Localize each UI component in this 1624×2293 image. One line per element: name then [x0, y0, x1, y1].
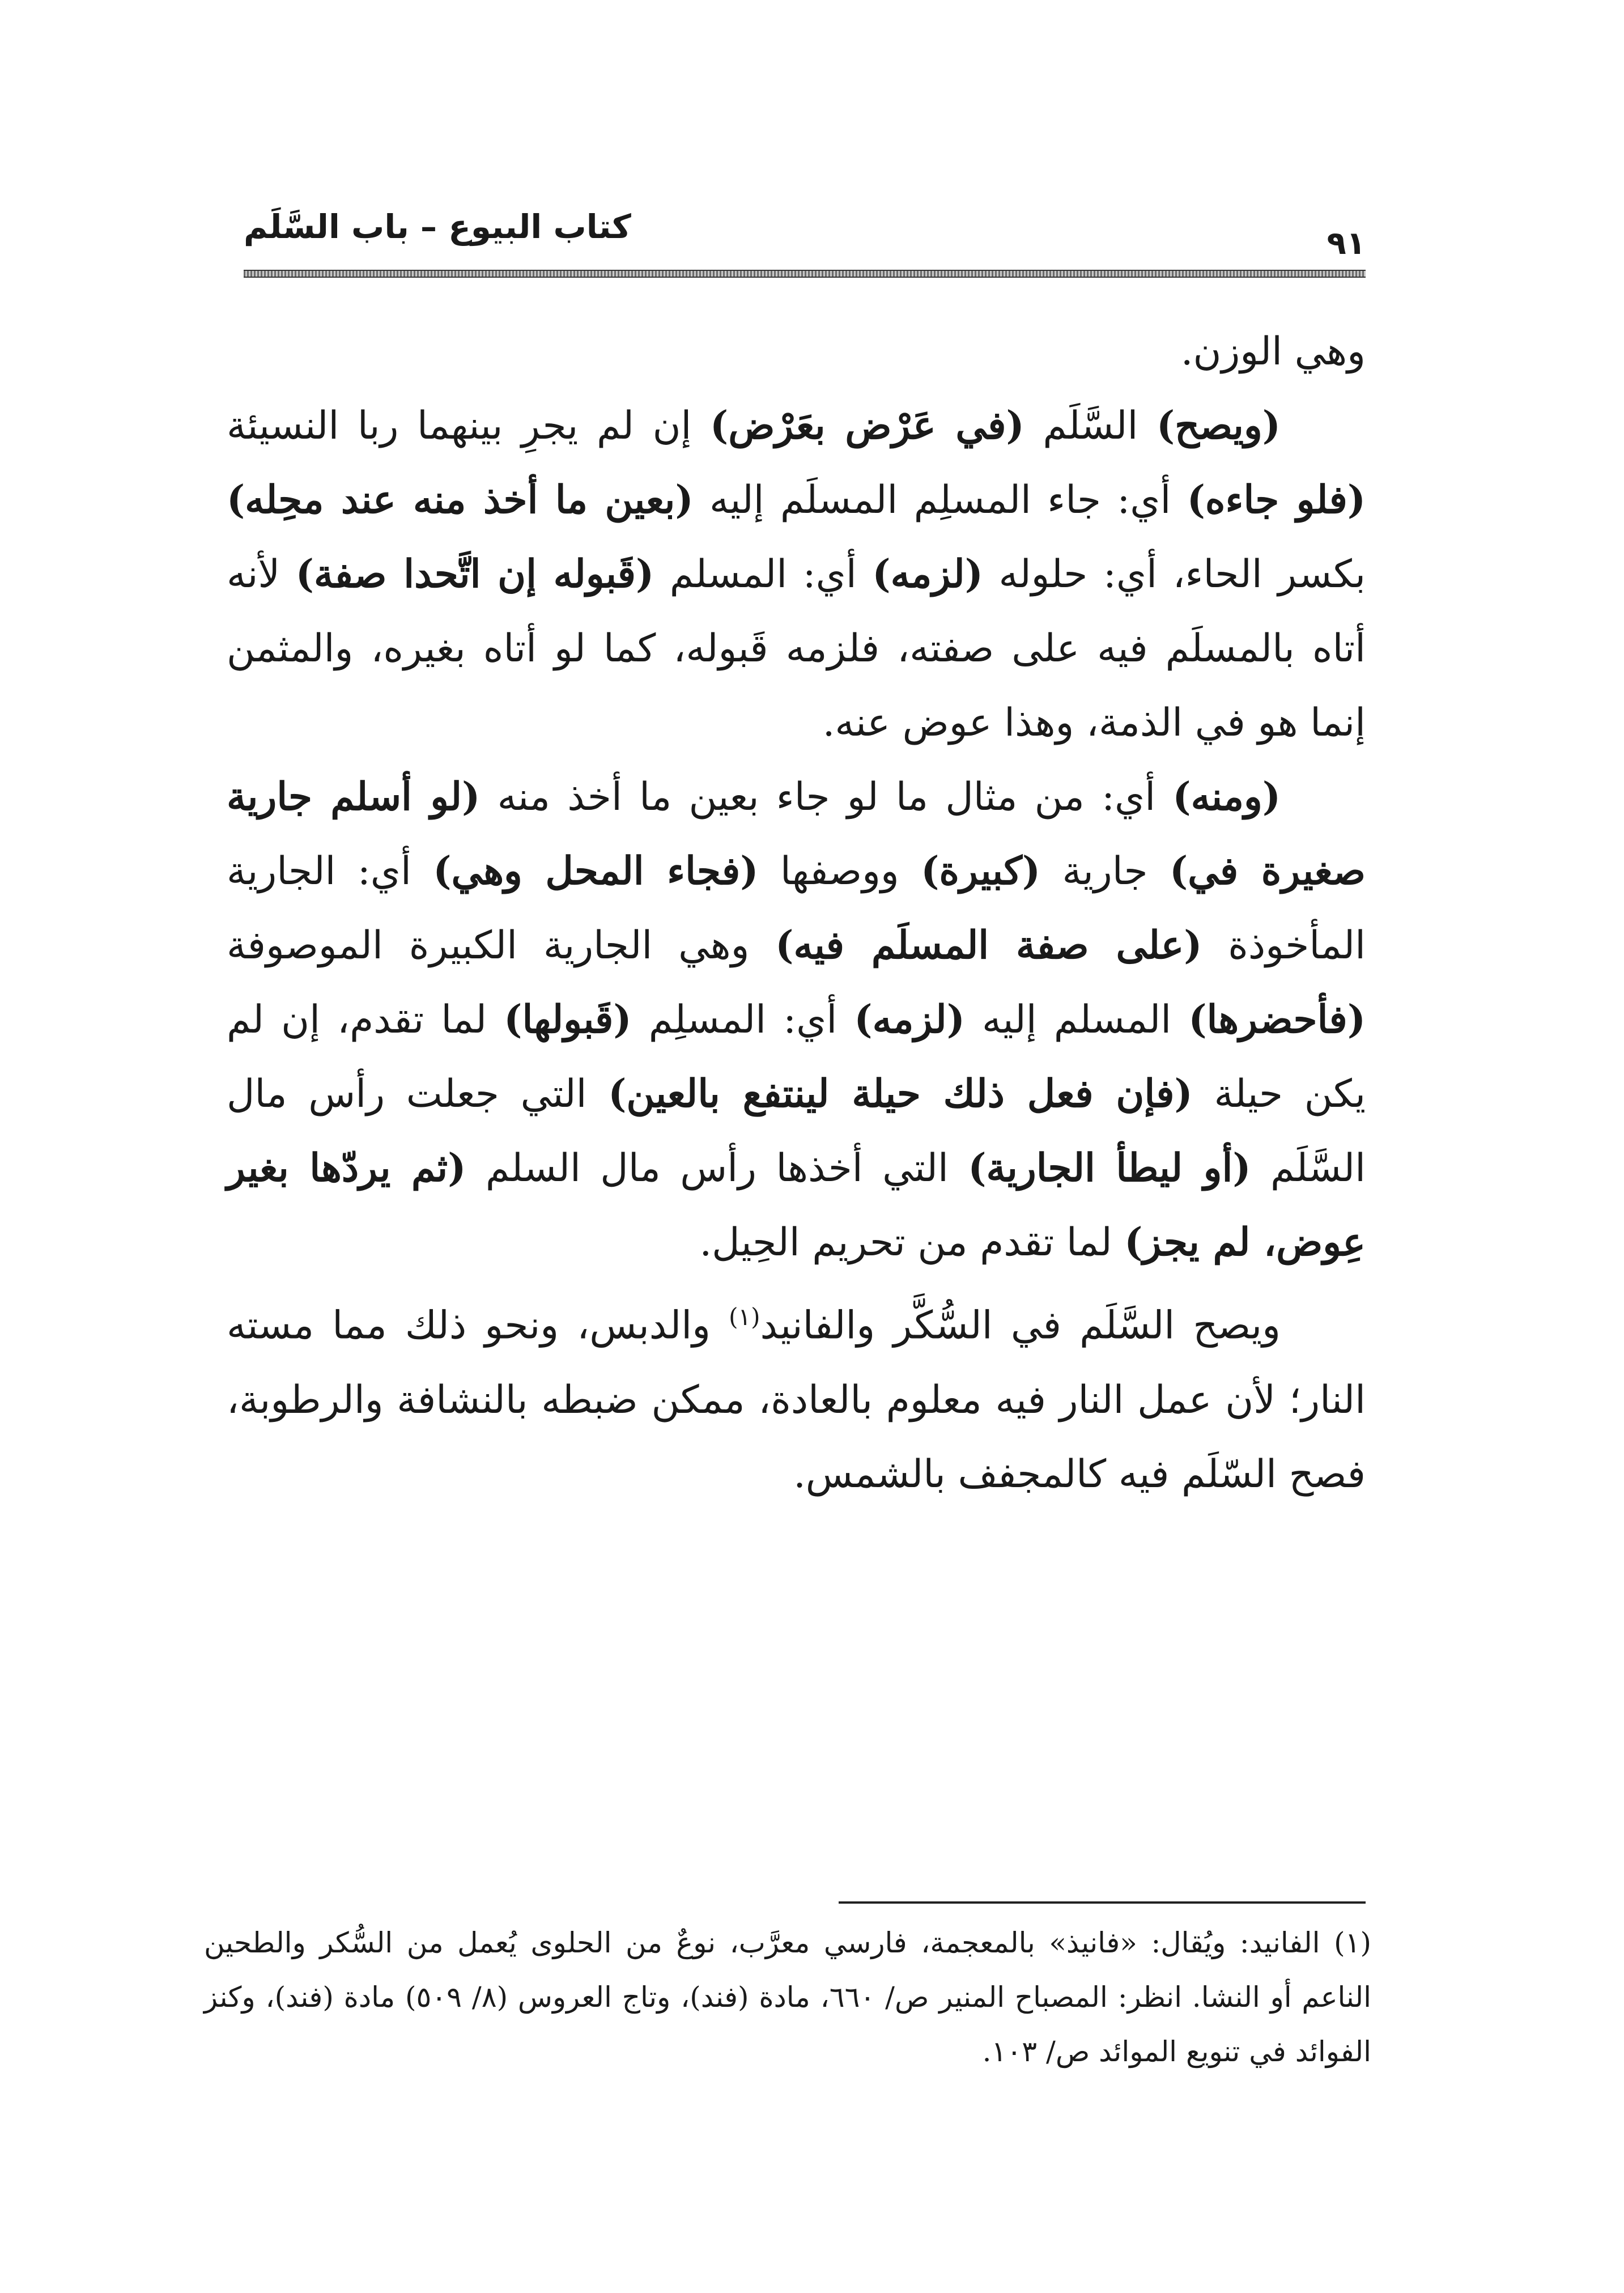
sharh-segment: أي: الجارية المأخوذة [227, 849, 1366, 968]
matn-segment: (قَبوله إن اتَّحدا صفة) [295, 551, 654, 597]
matn-segment: (فأحضرها) [1188, 997, 1366, 1042]
footnotes [204, 1916, 1371, 2079]
main-text [227, 315, 1366, 1511]
sharh-segment: التي أخذها رأس مال السلم [466, 1146, 968, 1191]
matn-segment: (لزمه) [872, 551, 983, 597]
matn-segment: (بعين ما أخذ منه عند محِله) [227, 477, 694, 523]
matn-segment: (لو أسلم جارية صغيرة في) [227, 774, 1366, 894]
paragraph-1-text: وهي الوزن. [1180, 329, 1366, 374]
matn-segment: (فجاء المحل وهي) [433, 848, 759, 894]
sharh-segment: لما تقدم، إن لم يكن حيلة [227, 997, 1366, 1116]
sharh-segment: أي: المسلِم [631, 997, 854, 1042]
paragraph-3 [227, 760, 1366, 1280]
matn-segment: (فلو جاءه) [1187, 477, 1366, 523]
sharh-segment: المسلم إليه [964, 997, 1189, 1042]
footnote-text: الفانيد: ويُقال: «فانيذ» بالمعجمة، فارسي معرَّب، نوعٌ من الحلوى يُعمل من السُّكر والطحين الناعم أو النشا. انظر: المصباح المنير ص/ ٦٦٠، مادة (فند)، وتاج العروس (٨/ ٥٠٩) مادة (فند)، وكنز الفوائد في تنويع الموائد ص/ ١٠٣. [204, 1926, 1371, 2068]
paragraph-2 [227, 389, 1366, 760]
paragraph-1 [227, 315, 1366, 389]
sharh-segment: أي: جاء المسلِم المسلَم إليه [693, 478, 1187, 523]
matn-segment: (ثم يردّها بغير عِوض، لم يجز) [227, 1145, 1366, 1265]
footnote-marker: (١) [1334, 1926, 1371, 1959]
page-header [244, 204, 1366, 272]
matn-segment: (أو ليطأ الجارية) [968, 1145, 1251, 1191]
footnote-separator [839, 1901, 1366, 1904]
matn-segment: (ويصح) [1157, 403, 1281, 448]
sharh-segment: إن لم يجرِ بينهما ربا النسيئة [227, 404, 711, 448]
sharh-segment: أي: المسلم [654, 552, 873, 597]
sharh-segment: ووصفها [758, 849, 921, 894]
matn-segment: (في عَرْض بعَرْض) [710, 403, 1024, 448]
sharh-segment: لما تقدم من تحريم الحِيل. [699, 1220, 1125, 1265]
matn-segment: (قَبولها) [504, 997, 632, 1042]
running-title: كتاب البيوع – باب السَّلَم [244, 207, 631, 246]
sharh-segment: وهي الجارية الكبيرة الموصوفة [227, 923, 776, 968]
sharh-segment: التي جعلت رأس مال السَّلَم [227, 1072, 1366, 1191]
matn-segment: (لزمه) [854, 997, 965, 1042]
matn-segment: (ومنه) [1172, 774, 1281, 819]
paragraph-4-start: ويصح السَّلَم في السُّكَّر والفانيد [760, 1303, 1281, 1348]
sharh-segment: لأنه أتاه بالمسلَم فيه على صفته، فلزمه قَبوله، كما لو أتاه بغيره، والمثمن إنما هو في الذمة، وهذا عوض عنه. [227, 552, 1366, 745]
sharh-segment: بكسر الحاء، أي: حلوله [983, 552, 1366, 597]
footnote-reference[interactable]: (١) [729, 1303, 760, 1331]
matn-segment: (فإن فعل ذلك حيلة لينتفع بالعين) [608, 1071, 1193, 1116]
sharh-segment: جارية [1040, 849, 1170, 894]
matn-segment: (على صفة المسلَم فيه) [775, 923, 1202, 968]
paragraph-4-end: والدبس، ونحو ذلك مما مسته النار؛ لأن عمل النار فيه معلوم بالعادة، ممكن ضبطه بالنشافة والرطوبة، فصح السّلَم فيه كالمجفف بالشمس. [227, 1303, 1366, 1497]
paragraph-4 [227, 1280, 1366, 1511]
matn-segment: (كبيرة) [921, 848, 1041, 894]
footnote-1 [204, 1916, 1371, 2079]
sharh-segment: السَّلَم [1024, 404, 1157, 448]
sharh-segment: أي: من مثال ما لو جاء بعين ما أخذ منه [480, 775, 1173, 819]
page-number: ٩١ [1327, 225, 1366, 262]
header-rule [244, 270, 1366, 278]
